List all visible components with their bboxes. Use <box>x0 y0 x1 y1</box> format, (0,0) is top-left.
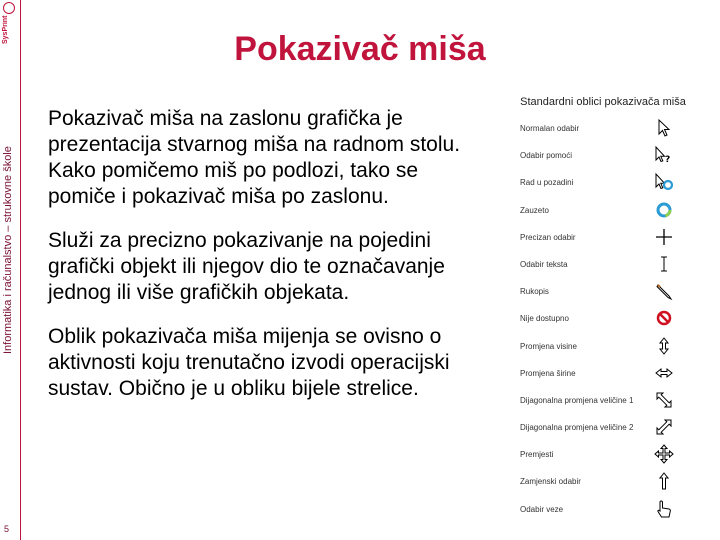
move-cursor-icon <box>654 444 674 464</box>
slide-title: Pokazivač miša <box>234 30 486 68</box>
cursor-row <box>506 469 700 496</box>
cursor-row <box>506 252 700 279</box>
crosshair-cursor-icon <box>654 227 674 247</box>
logo-brand: SysPrint <box>2 15 9 44</box>
cursor-panel-title: Standardni oblici pokazivača miša <box>520 96 686 108</box>
paragraph-1: Pokazivač miša na zaslonu grafička je prezentacija stvarnog miša na radnom stolu. Kako pomičemo miš po podlozi, tako se pomiče i pokazivač miša po zaslonu. <box>48 107 461 208</box>
cursor-row <box>506 361 700 388</box>
cursor-row <box>506 143 700 170</box>
cursor-label: Dijagonalna promjena veličine 1 <box>520 395 634 405</box>
slide-content <box>48 106 488 420</box>
cursor-label: Zamjenski odabir <box>520 477 581 487</box>
cursor-label: Odabir teksta <box>520 259 568 269</box>
paragraph-3: Oblik pokazivača miša mijenja se ovisno o aktivnosti koju trenutačno izvodi operacijski sustav. Obično je u obliku bijele strelice. <box>48 325 450 400</box>
cursor-row <box>506 442 700 469</box>
paragraph-2: Služi za precizno pokazivanje na pojedini grafički objekt ili njegov dio te označavanje jednog ili više grafičkih objekata. <box>48 229 445 304</box>
cursor-label: Odabir veze <box>520 504 564 514</box>
cursor-row <box>506 279 700 306</box>
working-cursor-icon <box>654 172 674 192</box>
page-number: 5 <box>4 524 10 534</box>
cursor-row <box>506 334 700 361</box>
diagonal-resize-2-cursor-icon <box>654 417 674 437</box>
cursor-label: Nije dostupno <box>520 314 569 324</box>
unavailable-cursor-icon <box>654 308 674 328</box>
cursor-label: Rukopis <box>520 287 549 297</box>
cursor-row <box>506 116 700 143</box>
cursor-label: Dijagonalna promjena veličine 2 <box>520 423 634 433</box>
cursor-row <box>506 306 700 333</box>
sidebar-divider <box>20 0 21 540</box>
arrow-cursor-icon <box>654 118 674 138</box>
text-cursor-icon <box>654 254 674 274</box>
cursor-label: Promjena visine <box>520 341 577 351</box>
cursor-label: Precizan odabir <box>520 232 576 242</box>
cursor-label: Odabir pomoći <box>520 151 573 161</box>
cursor-row <box>506 415 700 442</box>
cursor-label: Premjesti <box>520 450 554 460</box>
cursor-row <box>506 198 700 225</box>
cursor-label: Normalan odabir <box>520 124 580 133</box>
cursor-row <box>506 225 700 252</box>
horizontal-resize-cursor-icon <box>654 363 674 383</box>
cursor-label: Promjena širine <box>520 368 576 378</box>
link-select-cursor-icon <box>654 499 674 519</box>
cursor-row <box>506 388 700 415</box>
vertical-resize-cursor-icon <box>654 336 674 356</box>
pen-cursor-icon <box>654 281 674 301</box>
svg-text:?: ? <box>665 155 671 166</box>
alternate-select-cursor-icon <box>654 471 674 491</box>
logo-mark-icon <box>3 2 15 14</box>
cursor-row <box>506 170 700 197</box>
cursor-row <box>506 497 700 524</box>
cursor-label: Rad u pozadini <box>520 178 574 188</box>
cursor-panel <box>506 96 700 524</box>
busy-cursor-icon <box>654 200 674 220</box>
sidebar-course-title: Informatika i računalstvo – strukovne škole <box>2 146 14 354</box>
cursor-label: Zauzeto <box>520 205 549 215</box>
diagonal-resize-1-cursor-icon <box>654 390 674 410</box>
help-cursor-icon <box>654 145 674 165</box>
